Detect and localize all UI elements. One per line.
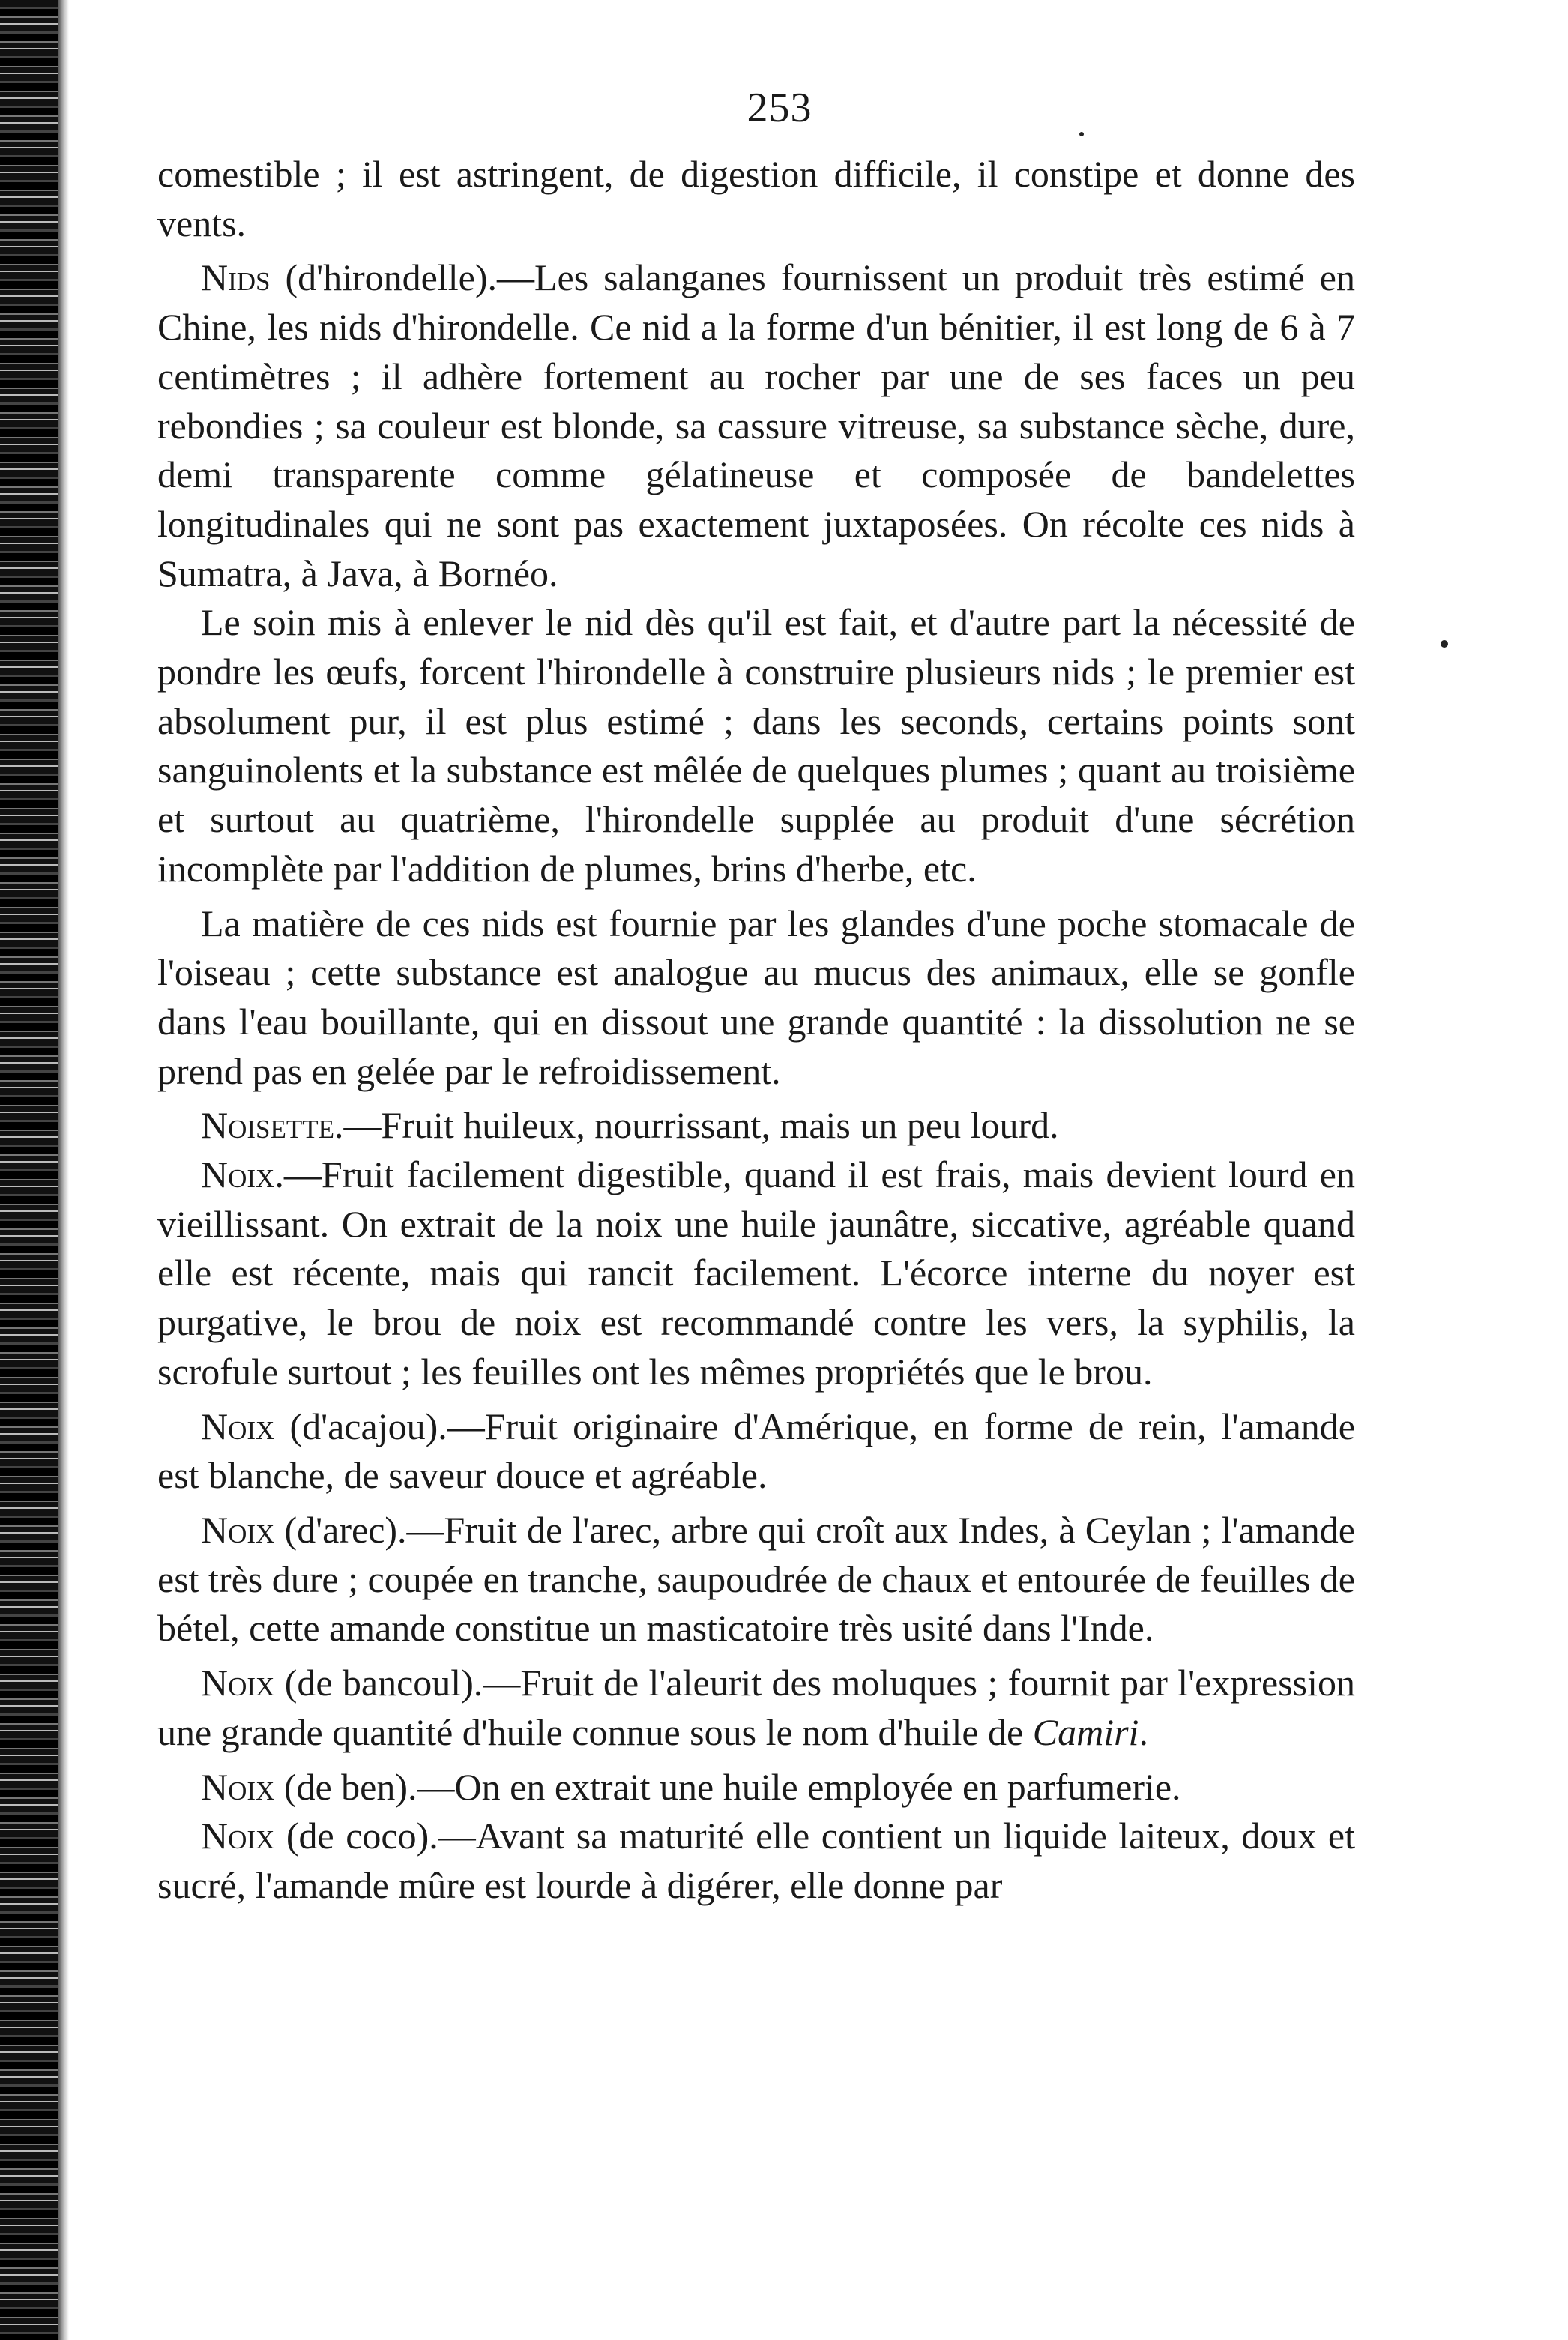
paragraph-text: comestible ; il est astringent, de digestion difficile, il constipe et donne des vents. (157, 153, 1355, 244)
entry-term: Nids (201, 256, 271, 299)
entry-noisette (157, 1101, 1355, 1151)
paragraph-continuation (157, 150, 1355, 248)
entry-term: Noix (201, 1154, 275, 1196)
entry-text-tail: . (1139, 1710, 1148, 1753)
entry-noix (157, 1151, 1355, 1397)
entry-text: (de coco).—Avant sa maturité elle contient un liquide laiteux, doux et sucré, l'amande mûre est lourde à digérer, elle donne par (157, 1815, 1355, 1906)
entry-term: Noix (201, 1405, 275, 1447)
entry-noix-acajou (157, 1402, 1355, 1501)
print-speck (1079, 132, 1084, 136)
entry-text: (de bancoul).—Fruit de l'aleurit des moluques ; fournit par l'expression une grande quantité d'huile connue sous le nom d'huile de (157, 1662, 1355, 1753)
entry-term: Noix (201, 1815, 275, 1857)
paragraph-text: Le soin mis à enlever le nid dès qu'il est fait, et d'autre part la nécessité de pondre les œufs, forcent l'hirondelle à construire plusieurs nids ; le premier est absolument pur, il est plus estimé ; dans les seconds, certains points sont sanguinolents et la substance est mêlée de quelques plumes ; quant au troisième et surtout au quatrième, l'hirondelle supplée au produit d'une sécrétion incomplète par l'addition de plumes, brins d'herbe, etc. (157, 601, 1355, 890)
scanned-binding-edge (0, 0, 58, 2340)
entry-text: .—Fruit facilement digestible, quand il est frais, mais devient lourd en vieillissant. On extrait de la noix une huile jaunâtre, siccative, agréable quand elle est récente, mais qui rancit facilement. L'écorce interne du noyer est purgative, le brou de noix est recommandé contre les vers, la syphilis, la scrofule surtout ; les feuilles ont les mêmes propriétés que le brou. (157, 1154, 1355, 1393)
entry-nids (157, 253, 1355, 598)
entry-noix-bancoul (157, 1659, 1355, 1757)
entry-noix-coco (157, 1812, 1355, 1910)
entry-text: (d'arec).—Fruit de l'arec, arbre qui croît aux Indes, à Ceylan ; l'amande est très dure ; coupée en tranche, saupoudrée de chaux et entourée de feuilles de bétel, cette amande constitue un masticatoire très usité dans l'Inde. (157, 1508, 1355, 1650)
paragraph-nids-matiere (157, 899, 1355, 1097)
entry-italic-name: Camiri (1032, 1710, 1139, 1753)
entry-text: (d'acajou).—Fruit originaire d'Amérique, en forme de rein, l'amande est blanche, de saveur douce et agréable. (157, 1405, 1355, 1497)
paragraph-nids-soin (157, 598, 1355, 893)
entry-text: .—Fruit huileux, nourrissant, mais un peu lourd. (334, 1104, 1059, 1147)
entry-term: Noisette (201, 1104, 335, 1147)
entry-noix-ben (157, 1763, 1355, 1812)
entry-term: Noix (201, 1508, 275, 1551)
paragraph-text: La matière de ces nids est fournie par les glandes d'une poche stomacale de l'oiseau ; cette substance est analogue au mucus des animaux, elle se gonfle dans l'eau bouillante, qui en dissout une grande quantité : la dissolution ne se prend pas en gelée par le refroidissement. (157, 902, 1355, 1092)
entry-text: (d'hirondelle).—Les salanganes fournissent un produit très estimé en Chine, les nids d'hirondelle. Ce nid a la forme d'un bénitier, il est long de 6 à 7 centimètres ; il adhère fortement au rocher par une de ses faces un peu rebondies ; sa couleur est blonde, sa cassure vitreuse, sa substance sèche, dure, demi transparente comme gélatineuse et composée de bandelettes longitudinales qui ne sont pas exactement juxtaposées. On récolte ces nids à Sumatra, à Java, à Bornéo. (157, 256, 1355, 594)
print-speck (1441, 640, 1448, 648)
entry-term: Noix (201, 1765, 275, 1808)
entry-text: (de ben).—On en extrait une huile employée en parfumerie. (274, 1765, 1181, 1808)
entry-noix-arec (157, 1506, 1355, 1653)
binding-shadow (58, 0, 69, 2340)
page-body-text (157, 150, 1355, 1911)
page-number: 253 (747, 85, 812, 131)
entry-term: Noix (201, 1662, 275, 1704)
